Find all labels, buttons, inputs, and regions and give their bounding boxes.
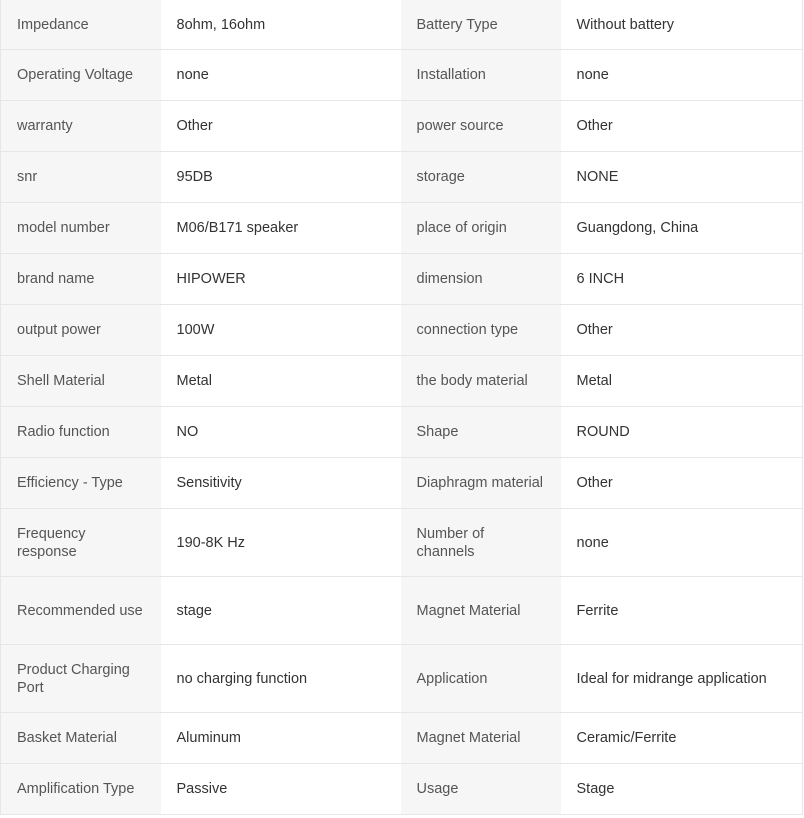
table-row (1, 254, 803, 305)
spec-value: Without battery (561, 0, 803, 50)
table-row (1, 713, 803, 764)
spec-value: stage (161, 577, 401, 645)
spec-label: dimension (401, 254, 561, 305)
table-row (1, 458, 803, 509)
table-row (1, 645, 803, 713)
table-row (1, 356, 803, 407)
spec-value: NONE (561, 152, 803, 203)
spec-label: place of origin (401, 203, 561, 254)
spec-value: Other (561, 101, 803, 152)
spec-table-body (1, 0, 803, 815)
spec-label: Magnet Material (401, 713, 561, 764)
table-row (1, 101, 803, 152)
spec-label: Operating Voltage (1, 50, 161, 101)
spec-value: Sensitivity (161, 458, 401, 509)
spec-label: Product Charging Port (1, 645, 161, 713)
spec-value: 8ohm, 16ohm (161, 0, 401, 50)
spec-value: Aluminum (161, 713, 401, 764)
spec-label: model number (1, 203, 161, 254)
spec-label: storage (401, 152, 561, 203)
spec-value: 190-8K Hz (161, 509, 401, 577)
table-row (1, 509, 803, 577)
spec-value: NO (161, 407, 401, 458)
spec-value: 100W (161, 305, 401, 356)
spec-value: Other (161, 101, 401, 152)
spec-value: Ceramic/Ferrite (561, 713, 803, 764)
table-row (1, 0, 803, 50)
spec-value: Stage (561, 764, 803, 815)
spec-label: Magnet Material (401, 577, 561, 645)
spec-label: Number of channels (401, 509, 561, 577)
table-row (1, 203, 803, 254)
spec-label: Installation (401, 50, 561, 101)
spec-value: none (561, 50, 803, 101)
spec-value: Metal (561, 356, 803, 407)
table-row (1, 407, 803, 458)
spec-label: Impedance (1, 0, 161, 50)
spec-label: Amplification Type (1, 764, 161, 815)
table-row (1, 50, 803, 101)
table-row (1, 152, 803, 203)
spec-value: 95DB (161, 152, 401, 203)
spec-value: none (161, 50, 401, 101)
spec-label: Basket Material (1, 713, 161, 764)
spec-value: none (561, 509, 803, 577)
spec-label: Frequency response (1, 509, 161, 577)
spec-value: Metal (161, 356, 401, 407)
spec-value: Ferrite (561, 577, 803, 645)
table-row (1, 764, 803, 815)
spec-label: output power (1, 305, 161, 356)
spec-label: snr (1, 152, 161, 203)
spec-value: HIPOWER (161, 254, 401, 305)
spec-label: Shell Material (1, 356, 161, 407)
spec-value: Ideal for midrange application (561, 645, 803, 713)
table-row (1, 305, 803, 356)
spec-value: Other (561, 305, 803, 356)
table-row (1, 577, 803, 645)
spec-label: connection type (401, 305, 561, 356)
spec-value: Passive (161, 764, 401, 815)
spec-label: power source (401, 101, 561, 152)
spec-label: brand name (1, 254, 161, 305)
spec-label: Battery Type (401, 0, 561, 50)
spec-label: Recommended use (1, 577, 161, 645)
spec-label: Shape (401, 407, 561, 458)
spec-value: no charging function (161, 645, 401, 713)
spec-label: Usage (401, 764, 561, 815)
spec-value: Guangdong, China (561, 203, 803, 254)
spec-label: Radio function (1, 407, 161, 458)
spec-value: Other (561, 458, 803, 509)
spec-value: ROUND (561, 407, 803, 458)
spec-label: Diaphragm material (401, 458, 561, 509)
spec-label: Application (401, 645, 561, 713)
spec-label: the body material (401, 356, 561, 407)
spec-value: 6 INCH (561, 254, 803, 305)
spec-label: warranty (1, 101, 161, 152)
spec-label: Efficiency - Type (1, 458, 161, 509)
spec-value: M06/B171 speaker (161, 203, 401, 254)
